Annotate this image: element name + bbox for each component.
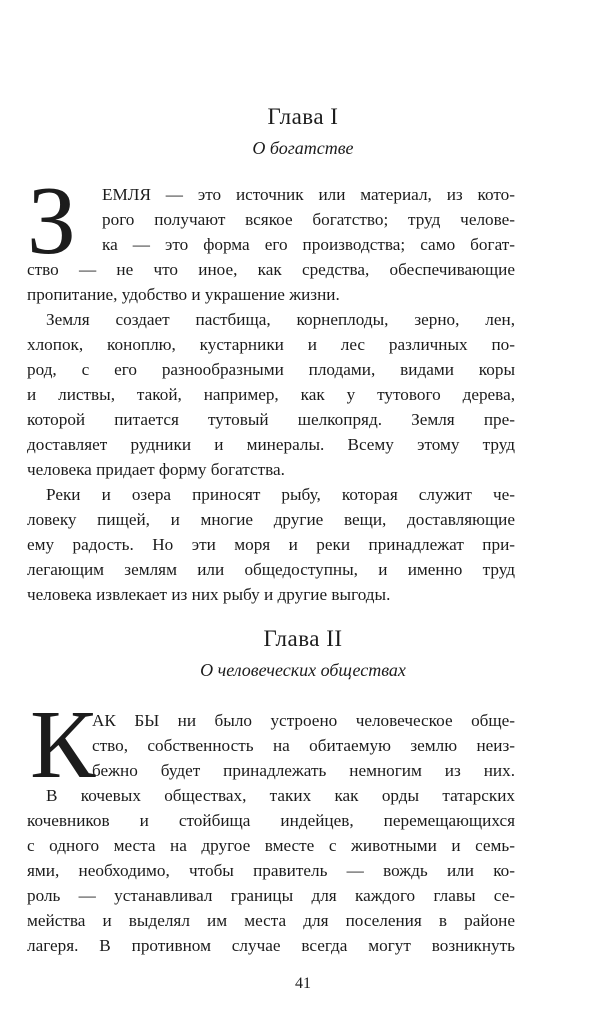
- text-line: Реки и озера приносят рыбу, которая служит че-: [46, 485, 515, 504]
- chapter-2-subtitle: О человеческих обществах: [200, 660, 406, 680]
- text-line: которой питается тутовый шелкопряд. Земля пре-: [27, 410, 515, 429]
- text-line: ЕМЛЯ — это источник или материал, из кото-: [102, 185, 515, 204]
- text-line: бежно будет принадлежать немногим из них.: [92, 761, 515, 780]
- chapter-2-title: Глава II: [263, 626, 343, 651]
- text-line: ство, собственность на обитаемую землю неиз-: [92, 736, 515, 755]
- text-line: Земля создает пастбища, корнеплоды, зерно, лен,: [46, 310, 515, 329]
- text-line: В кочевых обществах, таких как орды татарских: [46, 786, 515, 805]
- chapter-1-subtitle: О богатстве: [252, 138, 354, 158]
- text-line: роль — устанавливал границы для каждого главы се-: [27, 886, 515, 905]
- text-line: рого получают всякое богатство; труд челове-: [102, 210, 515, 229]
- text-line: ка — это форма его производства; само богат-: [102, 235, 515, 254]
- text-line: род, с его разнообразными плодами, видами коры: [27, 360, 515, 379]
- text-line: человека придает форму богатства.: [27, 460, 285, 479]
- chapter-1-dropcap: З: [27, 167, 77, 275]
- chapter-1-title: Глава I: [267, 104, 339, 129]
- text-line: ловеку пищей, и многие другие вещи, доставляющие: [27, 510, 515, 529]
- chapter-2-dropcap: К: [30, 691, 96, 799]
- text-line: человека извлекает из них рыбу и другие выгоды.: [27, 585, 391, 604]
- text-line: лагеря. В противном случае всегда могут возникнуть: [27, 936, 515, 955]
- text-line: АК БЫ ни было устроено человеческое обще-: [92, 711, 515, 730]
- text-line: и листвы, такой, например, как у тутового дерева,: [27, 385, 515, 404]
- text-line: пропитание, удобство и украшение жизни.: [27, 285, 340, 304]
- text-line: доставляет рудники и минералы. Всему этому труд: [27, 435, 515, 454]
- text-line: хлопок, коноплю, кустарники и лес различных по-: [27, 335, 515, 354]
- text-line: ему радость. Но эти моря и реки принадлежат при-: [27, 535, 515, 554]
- text-line: легающим землям или общедоступны, и именно труд: [27, 560, 515, 579]
- text-line: с одного места на другое вместе с животными и семь-: [27, 836, 515, 855]
- text-line: ство — не что иное, как средства, обеспечивающие: [27, 260, 515, 279]
- page-number: 41: [295, 975, 311, 992]
- text-line: кочевников и стойбища индейцев, перемещающихся: [27, 811, 515, 830]
- text-line: мейства и выделял им места для поселения в районе: [27, 911, 515, 930]
- text-line: ями, необходимо, чтобы правитель — вождь или ко-: [27, 861, 515, 880]
